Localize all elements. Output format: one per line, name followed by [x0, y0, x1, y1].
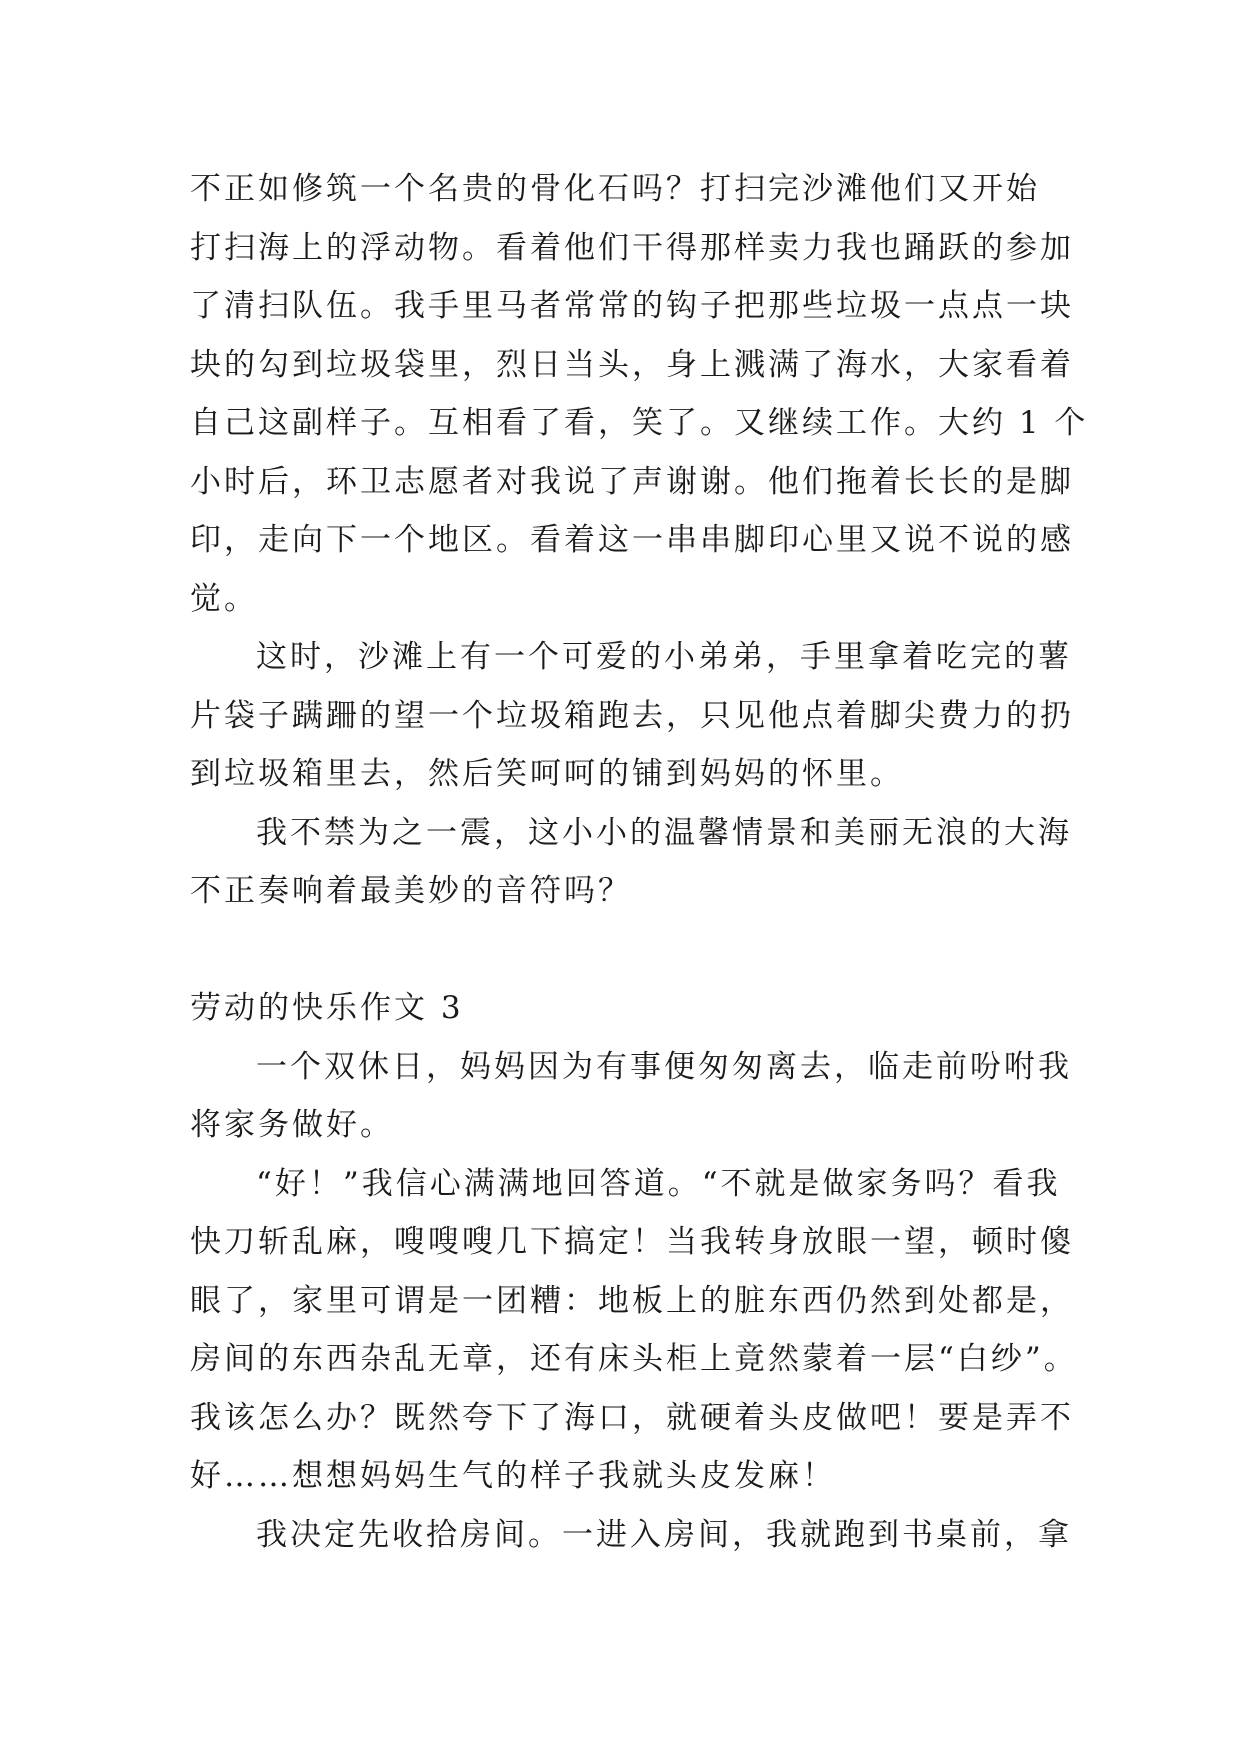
text-line: 快刀斩乱麻，嗖嗖嗖几下搞定！当我转身放眼一望，顿时傻 — [190, 1224, 1074, 1260]
text-line: 我不禁为之一震，这小小的温馨情景和美丽无浪的大海 — [256, 814, 1072, 851]
text-line: 不正奏响着最美妙的音符吗？ — [190, 873, 632, 909]
paragraph-confident — [190, 1155, 1078, 1506]
text-line: 将家务做好。 — [190, 1107, 394, 1143]
text-line: 印，走向下一个地区。看着这一串串脚印心里又说不说的感 — [190, 522, 1074, 558]
text-line: 一个双休日，妈妈因为有事便匆匆离去，临走前吩咐我 — [256, 1048, 1072, 1085]
text-line: 我决定先收拾房间。一进入房间，我就跑到书桌前，拿 — [256, 1516, 1072, 1553]
text-line: 不正如修筑一个名贵的骨化石吗？打扫完沙滩他们又开始 — [190, 171, 1040, 207]
text-line: 小时后，环卫志愿者对我说了声谢谢。他们拖着长长的是脚 — [190, 463, 1074, 500]
document-body — [190, 160, 1089, 1564]
text-line: 眼了，家里可谓是一团糟：地板上的脏东西仍然到处都是， — [190, 1282, 1074, 1319]
paragraph-conclusion — [190, 804, 1072, 921]
text-line: 到垃圾箱里去，然后笑呵呵的铺到妈妈的怀里。 — [190, 756, 904, 792]
text-line: 这时，沙滩上有一个可爱的小弟弟，手里拿着吃完的薯 — [256, 639, 1072, 675]
blank-line — [190, 921, 1050, 980]
paragraph-tidy-room — [190, 1506, 1072, 1565]
text-line: 房间的东西杂乱无章，还有床头柜上竟然蒙着一层“白纱”。 — [190, 1341, 1078, 1377]
text-line: 我该怎么办？既然夸下了海口，就硬着头皮做吧！要是弄不 — [190, 1399, 1074, 1436]
text-line: 自己这副样子。互相看了看，笑了。又继续工作。大约 1 个 — [190, 405, 1089, 441]
text-line: 块的勾到垃圾袋里，烈日当头，身上溅满了海水，大家看着 — [190, 346, 1074, 383]
text-line: “好！”我信心满满地回答道。“不就是做家务吗？看我 — [256, 1165, 1061, 1202]
text-line: 片袋子蹒跚的望一个垃圾箱跑去，只见他点着脚尖费力的扔 — [190, 697, 1074, 734]
text-line: 觉。 — [190, 580, 258, 617]
essay-heading: 劳动的快乐作文 3 — [190, 990, 464, 1026]
text-line: 好……想想妈妈生气的样子我就头皮发麻！ — [190, 1458, 836, 1494]
paragraph-little-brother — [190, 628, 1074, 804]
paragraph-continued — [190, 160, 1089, 628]
text-line: 了清扫队伍。我手里马者常常的钩子把那些垃圾一点点一块 — [190, 288, 1074, 324]
text-line: 打扫海上的浮动物。看着他们干得那样卖力我也踊跃的参加 — [190, 229, 1074, 266]
paragraph-weekend — [190, 1038, 1072, 1155]
